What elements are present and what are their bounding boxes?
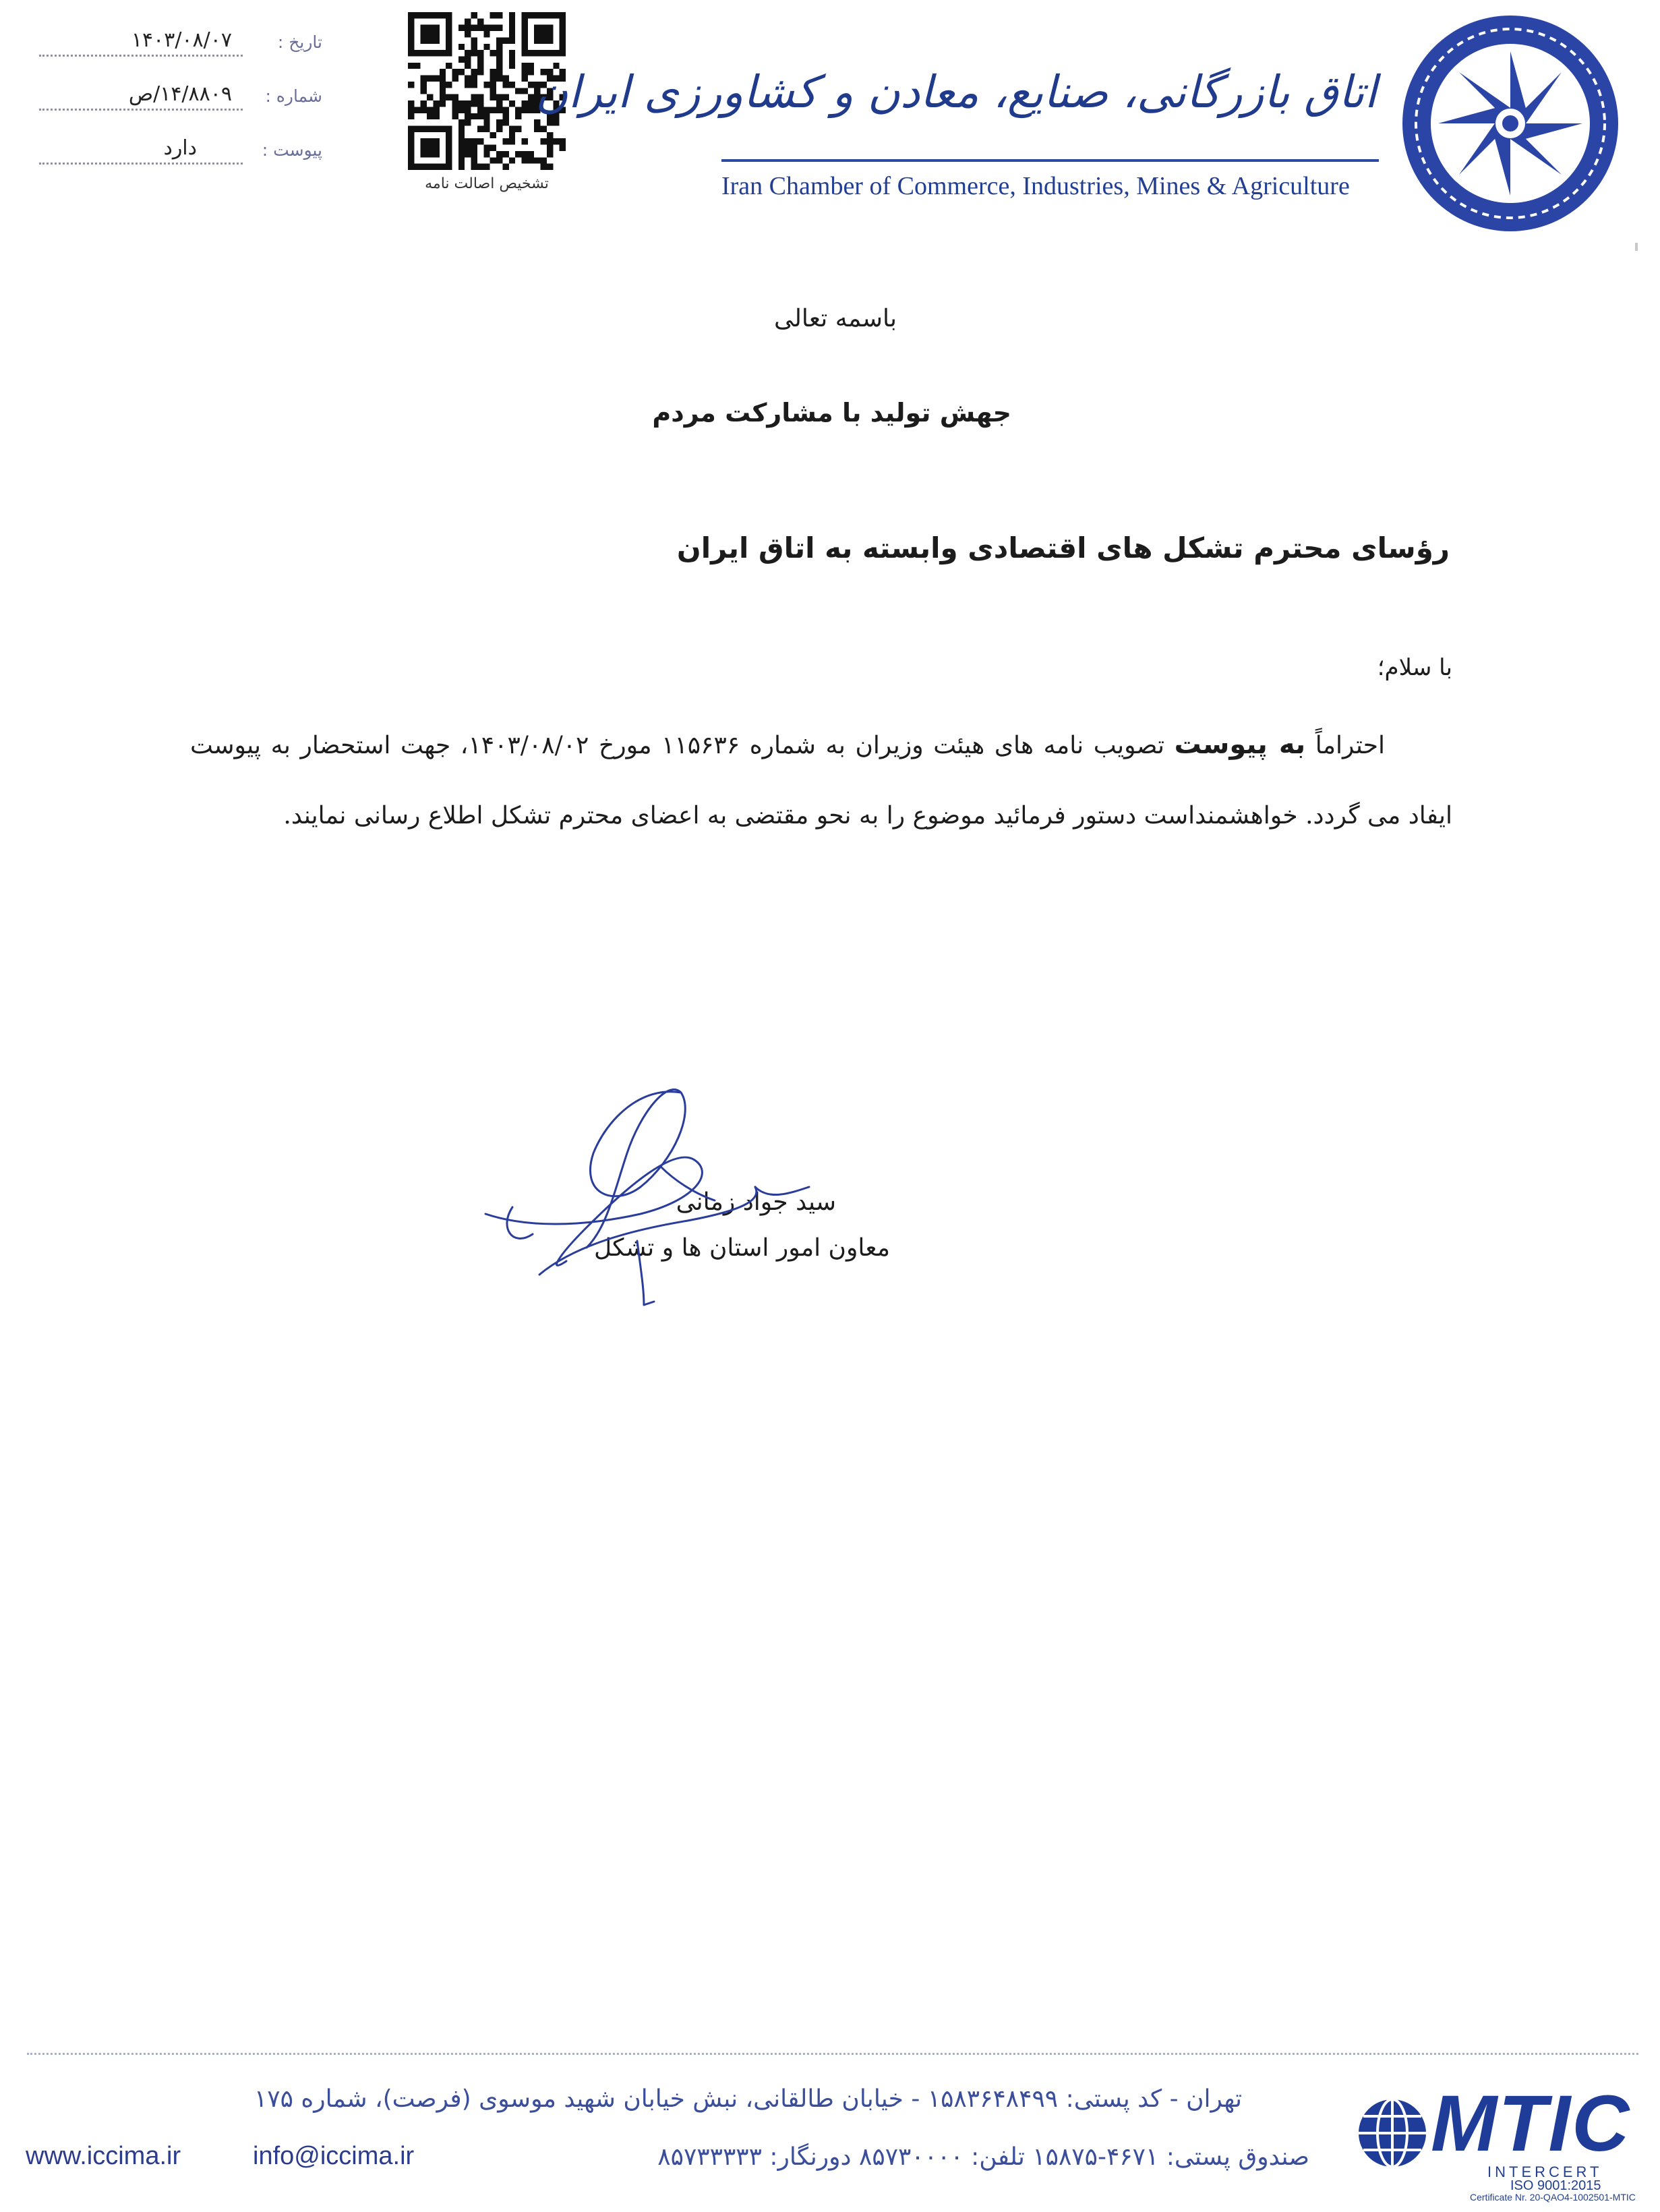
- org-name-fa: اتاق بازرگانی، صنایع، معادن و کشاورزی ایران: [535, 66, 1377, 118]
- recipient: رؤسای محترم تشکل های اقتصادی وابسته به اتاق ایران: [676, 531, 1450, 564]
- letterhead-rule: [721, 159, 1379, 162]
- greeting: با سلام؛: [1377, 654, 1452, 681]
- cert-iso: ISO 9001:2015: [1510, 2178, 1601, 2193]
- invocation: باسمه تعالی: [773, 305, 897, 332]
- meta-date-label: تاریخ :: [277, 32, 322, 52]
- signer-name: سید جواد زمانی: [676, 1188, 836, 1216]
- slogan: جهش تولید با مشارکت مردم: [652, 398, 1011, 428]
- meta-number: [39, 82, 322, 113]
- meta-attachment-label: پیوست :: [262, 140, 322, 160]
- cert-sub: INTERCERT: [1487, 2163, 1603, 2180]
- meta-number-value: ۱۴/۸۸۰۹/ص: [125, 82, 236, 106]
- footer-rule: [27, 2053, 1638, 2055]
- footer-email[interactable]: info@iccima.ir: [253, 2142, 415, 2170]
- body-prefix: احتراماً: [1315, 732, 1385, 759]
- meta-attachment: [39, 136, 322, 167]
- letter-body: [190, 709, 1452, 851]
- cert-brand: MTIC: [1431, 2079, 1631, 2168]
- meta-date-value: ۱۴۰۳/۰۸/۰۷: [127, 28, 236, 52]
- org-name-en: Iran Chamber of Commerce, Industries, Mines & Agriculture: [721, 172, 1350, 200]
- signer-title: معاون امور استان ها و تشکل: [594, 1234, 890, 1262]
- footer-address: تهران - کد پستی: ۱۵۸۳۶۴۸۴۹۹ - خیابان طالقانی، نبش خیابان شهید موسوی (فرصت)، شماره ۱۷۵: [254, 2085, 1242, 2113]
- globe-icon: [1355, 2096, 1429, 2170]
- certification-logo: [1355, 2079, 1638, 2205]
- cert-number: Certificate Nr. 20-QAO4-1002501-MTIC: [1470, 2192, 1636, 2203]
- chamber-emblem-icon: [1399, 12, 1622, 235]
- body-bold: به پیوست: [1174, 729, 1306, 760]
- meta-attachment-value: دارد: [159, 136, 201, 160]
- chamber-logo: [1399, 12, 1622, 235]
- meta-number-label: شماره :: [265, 86, 322, 106]
- footer-website[interactable]: www.iccima.ir: [26, 2142, 181, 2170]
- body-rest: تصویب نامه های هیئت وزیران به شماره ۱۱۵۶۳۶ مورخ ۱۴۰۳/۰۸/۰۲، جهت استحضار به پیوست ایفاد می گردد. خواهشمنداست دستور فرمائید موضوع را به نحو مقتضی به اعضای محترم تشکل اطلاع رسانی نمایند.: [190, 732, 1452, 830]
- footer-contact: صندوق پستی: ۴۶۷۱-۱۵۸۷۵ تلفن: ۸۵۷۳۰۰۰۰ دورنگار: ۸۵۷۳۳۳۳۳: [657, 2143, 1309, 2171]
- meta-date: [39, 28, 322, 59]
- qr-caption: تشخیص اصالت نامه: [425, 175, 549, 192]
- signature-scribble: [472, 1072, 850, 1329]
